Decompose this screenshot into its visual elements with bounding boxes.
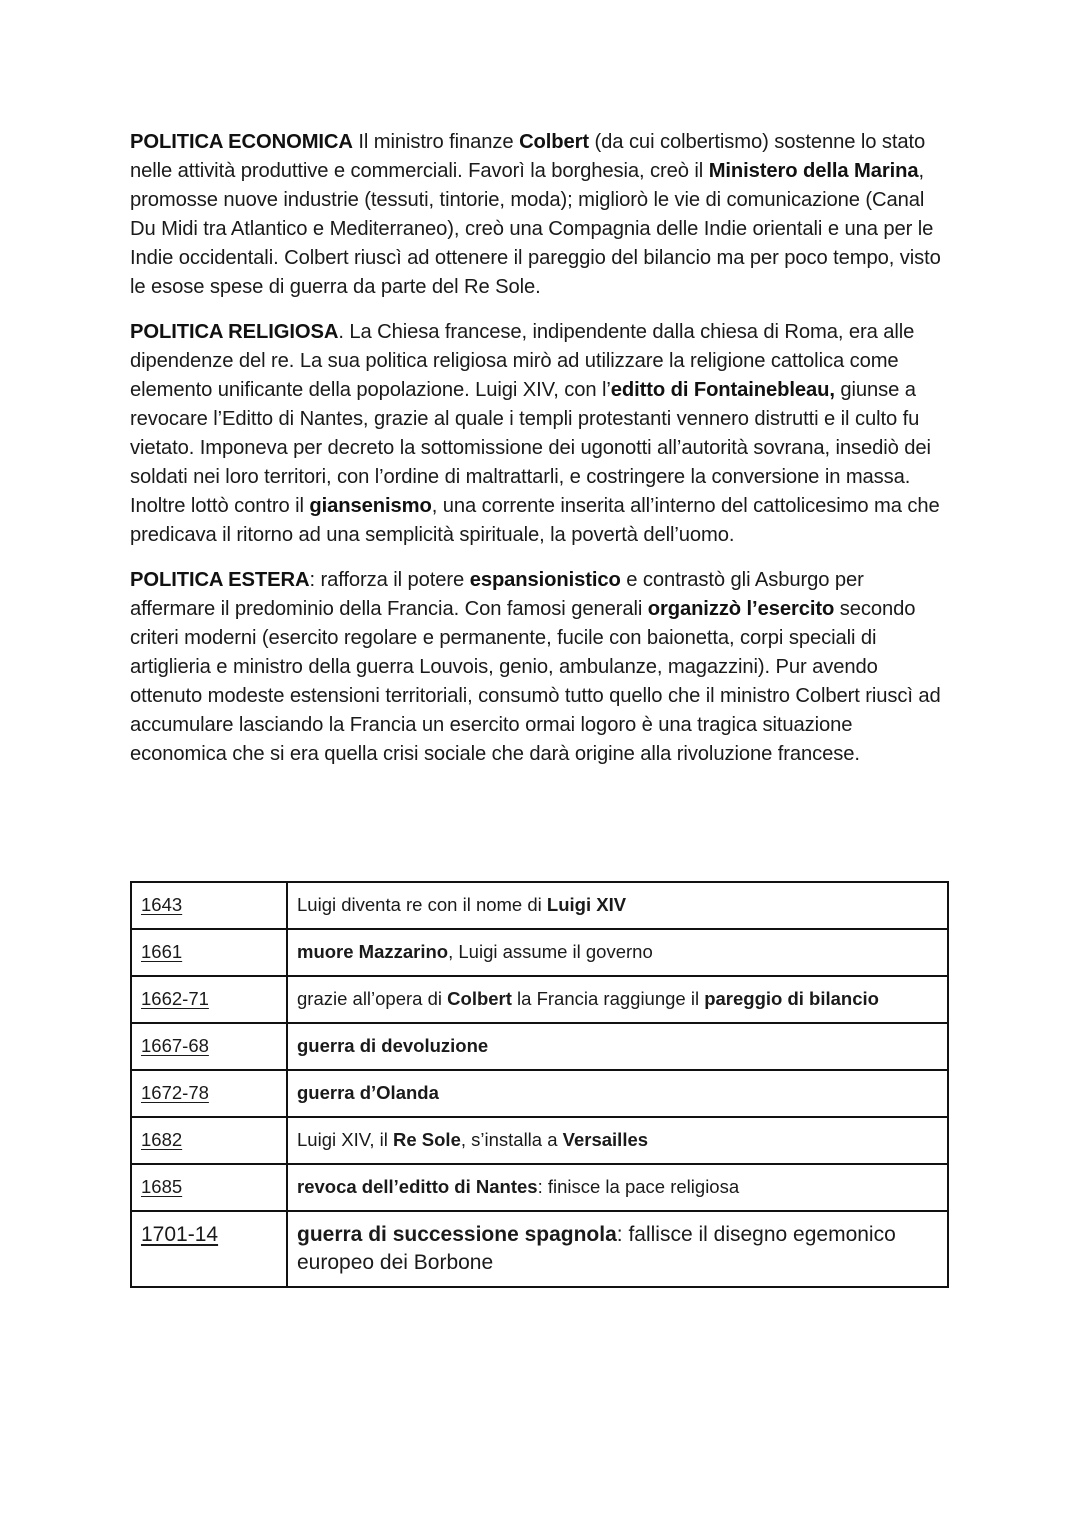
table-row [131, 1070, 948, 1117]
text-run: Luigi diventa re con il nome di [297, 894, 547, 915]
bold-text: Luigi XIV [546, 894, 627, 915]
bold-text: pareggio di bilancio [704, 988, 879, 1009]
table-row [131, 1023, 948, 1070]
date-cell [131, 1164, 287, 1211]
timeline-table [130, 881, 949, 1288]
bold-text: Colbert [447, 988, 512, 1009]
bold-text: guerra di devoluzione [297, 1035, 489, 1056]
date-cell [131, 1117, 287, 1164]
event-cell [287, 976, 948, 1023]
table-row [131, 1211, 948, 1287]
date-link[interactable]: 1662-71 [141, 988, 209, 1009]
table-row [131, 1117, 948, 1164]
bold-text: editto di Fontainebleau, [610, 379, 835, 401]
bold-text: revoca dell’editto di Nantes [297, 1176, 538, 1197]
bold-text: organizzò l’esercito [647, 598, 835, 620]
text-run: : fallisce il disegno egemonico europeo dei Borbone [297, 1223, 896, 1274]
text-run: Luigi XIV, il [297, 1129, 393, 1150]
bold-text: Versailles [562, 1129, 649, 1150]
text-run: , una corrente inserita all’interno del cattolicesimo ma che predicava il ritorno ad una semplicità spirituale, la povertà dell’uomo. [130, 495, 940, 546]
event-cell [287, 929, 948, 976]
text-run: , promosse nuove industrie (tessuti, tintorie, moda); migliorò le vie di comunicazione (Canal Du Midi tra Atlantico e Mediterraneo), creò una Compagnia delle Indie orientali e una per le Indie occidentali. Colbert riuscì ad ottenere il pareggio del bilancio ma per poco tempo, visto le esose spese di guerra da parte del Re Sole. [130, 160, 941, 298]
text-run: giunse a revocare l’Editto di Nantes, grazie al quale i templi protestanti vennero distrutti e il culto fu vietato. Imponeva per decreto la sottomissione dei ugonotti all’autorità sovrana, insediò dei soldati nei loro territori, con l’ordine di maltrattarli, e costringere la conversione in massa. Inoltre lottò contro il [130, 379, 931, 517]
date-cell [131, 929, 287, 976]
date-cell [131, 976, 287, 1023]
date-cell [131, 882, 287, 929]
table-row [131, 882, 948, 929]
document-body [130, 128, 950, 785]
date-link[interactable]: 1701-14 [141, 1223, 219, 1246]
paragraph-politica-estera [130, 566, 950, 769]
paragraph-politica-economica [130, 128, 950, 302]
text-run: (da cui colbertismo) sostenne lo stato nelle attività produttive e commerciali. Favorì la borghesia, creò il [130, 131, 926, 182]
date-link[interactable]: 1672-78 [141, 1082, 209, 1103]
bold-text: guerra di successione spagnola [297, 1223, 617, 1246]
text-run: : rafforza il potere [309, 569, 470, 591]
date-cell [131, 1211, 287, 1287]
event-cell [287, 1117, 948, 1164]
event-cell [287, 1211, 948, 1287]
bold-text: POLITICA ESTERA [130, 569, 310, 591]
event-cell [287, 1023, 948, 1070]
text-run: secondo criteri moderni (esercito regolare e permanente, fucile con baionetta, corpi speciali di artiglieria e ministro della guerra Louvois, genio, ambulanze, magazzini). Pur avendo ottenuto modeste estensioni territoriali, consumò tutto quello che il ministro Colbert riuscì ad accumulare lasciando la Francia un esercito ormai logoro è una tragica situazione economica che si era quella crisi sociale che darà origine alla rivoluzione francese. [130, 598, 941, 765]
text-run: , s’installa a [460, 1129, 563, 1150]
text-run: Il ministro finanze [352, 131, 520, 153]
paragraph-politica-religiosa [130, 318, 950, 550]
bold-text: POLITICA ECONOMICA [130, 131, 353, 153]
bold-text: Colbert [519, 131, 590, 153]
table-row [131, 1164, 948, 1211]
event-cell [287, 1164, 948, 1211]
bold-text: espansionistico [469, 569, 621, 591]
text-run: . La Chiesa francese, indipendente dalla chiesa di Roma, era alle dipendenze del re. La sua politica religiosa mirò ad utilizzare la religione cattolica come elemento unificante della popolazione. Luigi XIV, con l’ [130, 321, 915, 401]
date-link[interactable]: 1643 [141, 894, 183, 915]
bold-text: muore Mazzarino [297, 941, 449, 962]
bold-text: guerra d’Olanda [297, 1082, 439, 1103]
text-run: , Luigi assume il governo [448, 941, 653, 962]
event-cell [287, 882, 948, 929]
date-cell [131, 1070, 287, 1117]
date-link[interactable]: 1685 [141, 1176, 183, 1197]
event-cell [287, 1070, 948, 1117]
date-link[interactable]: 1667-68 [141, 1035, 209, 1056]
date-cell [131, 1023, 287, 1070]
bold-text: giansenismo [309, 495, 432, 517]
bold-text: POLITICA RELIGIOSA [130, 321, 339, 343]
text-run: la Francia raggiunge il [511, 988, 705, 1009]
text-run: : finisce la pace religiosa [537, 1176, 740, 1197]
date-link[interactable]: 1661 [141, 941, 183, 962]
table-row [131, 976, 948, 1023]
table-row [131, 929, 948, 976]
text-run: grazie all’opera di [297, 988, 448, 1009]
bold-text: Ministero della Marina [708, 160, 919, 182]
bold-text: Re Sole [393, 1129, 461, 1150]
text-run: e contrastò gli Asburgo per affermare il predominio della Francia. Con famosi generali [130, 569, 864, 620]
date-link[interactable]: 1682 [141, 1129, 183, 1150]
